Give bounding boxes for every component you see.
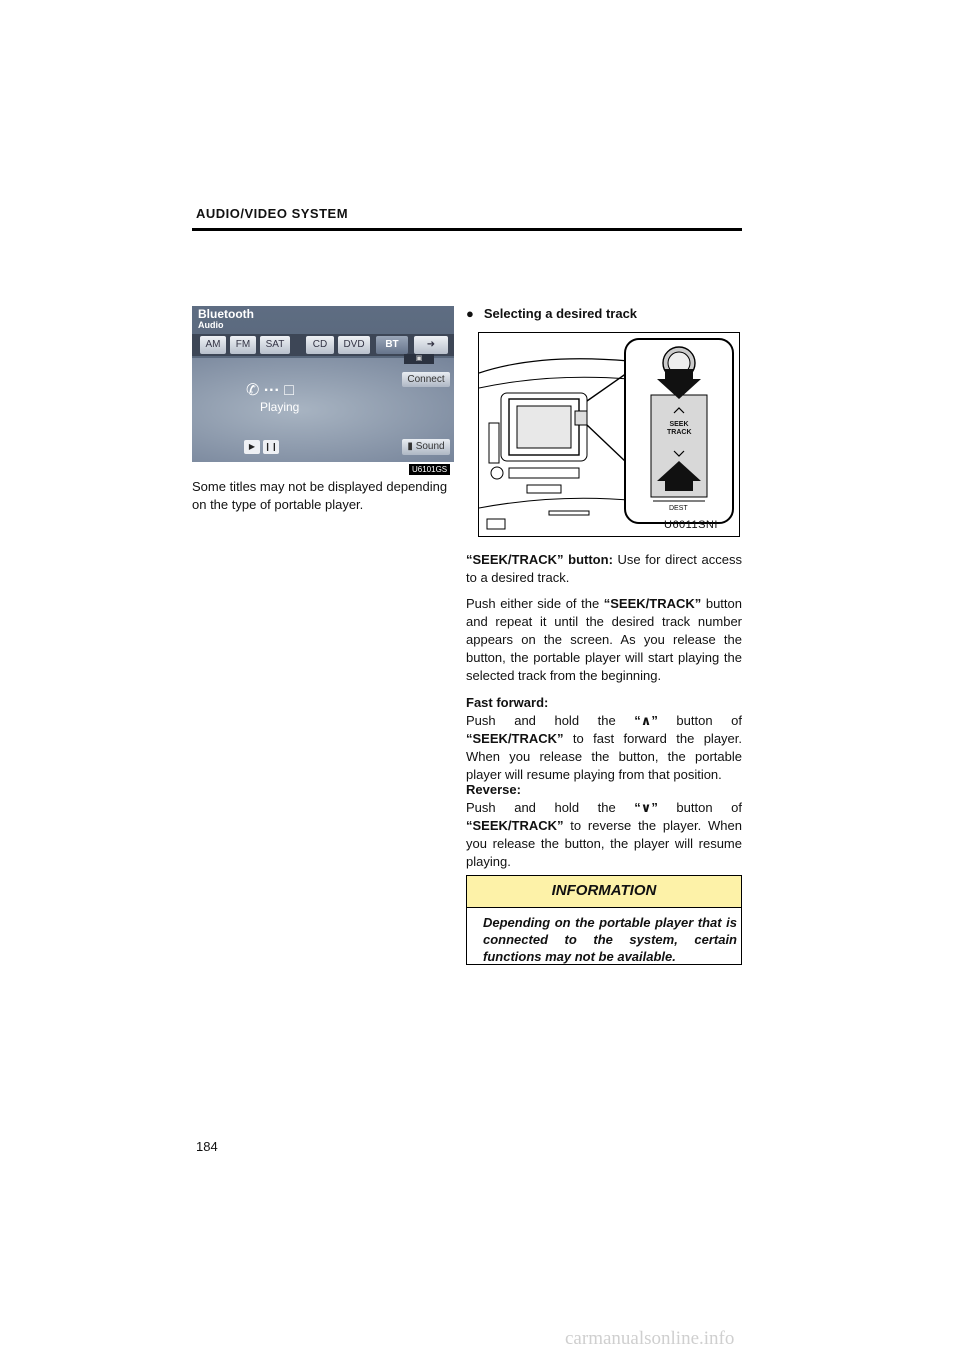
p4-text-e: to reverse the player. When you release the button, the player will resume playing.	[466, 818, 742, 869]
phone-to-player-icon: ✆ ··· □	[246, 382, 294, 399]
tab-cd[interactable]: CD	[306, 336, 334, 354]
term-reverse: Reverse:	[466, 782, 521, 797]
p3-text-a: Push and hold the	[466, 713, 635, 728]
tab-fm[interactable]: FM	[230, 336, 256, 354]
paragraph-push-either-side	[466, 595, 742, 685]
up-symbol: “∧”	[634, 713, 658, 728]
watermark: carmanualsonline.info	[565, 1328, 735, 1349]
p1-text: Use for direct access to a desired track.	[466, 552, 742, 585]
playing-status: Playing	[260, 400, 300, 414]
p4-text-c: button of	[657, 800, 743, 815]
sound-label: Sound	[415, 441, 445, 452]
term-seek-track-button: “SEEK/TRACK” button:	[466, 552, 613, 567]
seek-track-label	[667, 421, 691, 437]
paragraph-seek-track-button	[466, 551, 742, 587]
arrow-right-icon: ➜	[426, 339, 436, 350]
dashboard-drawing	[479, 333, 739, 536]
p2-text-a: Push either side of the	[466, 596, 604, 611]
subsection-heading	[466, 306, 637, 321]
bluetooth-audio-screenshot	[192, 306, 454, 462]
next-arrow-button[interactable]	[414, 336, 448, 354]
caption-left: Some titles may not be displayed depending on the type of portable player.	[192, 479, 448, 512]
screen-title-sub: Audio	[198, 320, 224, 330]
p3-text-e: to fast forward the player. When you release the button, the portable player will resume playing from that position.	[466, 731, 742, 782]
play-icon: ▶	[248, 442, 256, 451]
tab-sat[interactable]: SAT	[260, 336, 290, 354]
screen-title	[198, 309, 254, 331]
paragraph-fast-forward	[466, 694, 742, 784]
track-label: TRACK	[667, 429, 692, 436]
pause-icon: ❙❙	[264, 442, 278, 451]
information-text: Depending on the portable player that is connected to the system, certain functions may not be available.	[483, 915, 737, 964]
paragraph-reverse	[466, 781, 742, 871]
play-button[interactable]	[244, 440, 260, 454]
header-rule	[192, 228, 742, 231]
figure-code-right: U6011SNI	[664, 519, 718, 531]
p4-text-a: Push and hold the	[466, 800, 635, 815]
tab-am[interactable]: AM	[200, 336, 226, 354]
p3-text-c: button of	[657, 713, 743, 728]
subsection-heading-text: Selecting a desired track	[483, 306, 638, 321]
tab-bt[interactable]: BT	[376, 336, 408, 354]
status-indicator-icon: ▣	[404, 354, 434, 364]
p3-term: “SEEK/TRACK”	[466, 731, 564, 746]
section-header: AUDIO/VIDEO SYSTEM	[196, 206, 349, 221]
p2-text-c: button and repeat it until the desired track number appears on the screen. As you release the button, the portable player will start playing the selected track from the beginning.	[466, 596, 742, 683]
information-title: INFORMATION	[551, 882, 657, 899]
seek-label: SEEK	[669, 421, 689, 428]
dashboard-illustration	[478, 332, 740, 537]
bullet-icon: ●	[466, 306, 474, 321]
dest-label: DEST	[669, 505, 688, 512]
sound-button[interactable]	[402, 439, 450, 455]
term-fast-forward: Fast forward:	[466, 695, 549, 710]
information-box	[466, 875, 742, 965]
figure-code-left: U6101GS	[409, 464, 450, 475]
screen-title-main: Bluetooth	[198, 307, 254, 321]
page-number: 184	[196, 1139, 218, 1154]
p2-term: “SEEK/TRACK”	[603, 596, 702, 611]
tab-dvd[interactable]: DVD	[338, 336, 370, 354]
down-symbol: “∨”	[634, 800, 658, 815]
speaker-icon: ▮	[407, 441, 413, 452]
pause-button[interactable]	[263, 440, 279, 454]
p4-term: “SEEK/TRACK”	[466, 818, 564, 833]
connect-button[interactable]: Connect	[402, 372, 450, 387]
